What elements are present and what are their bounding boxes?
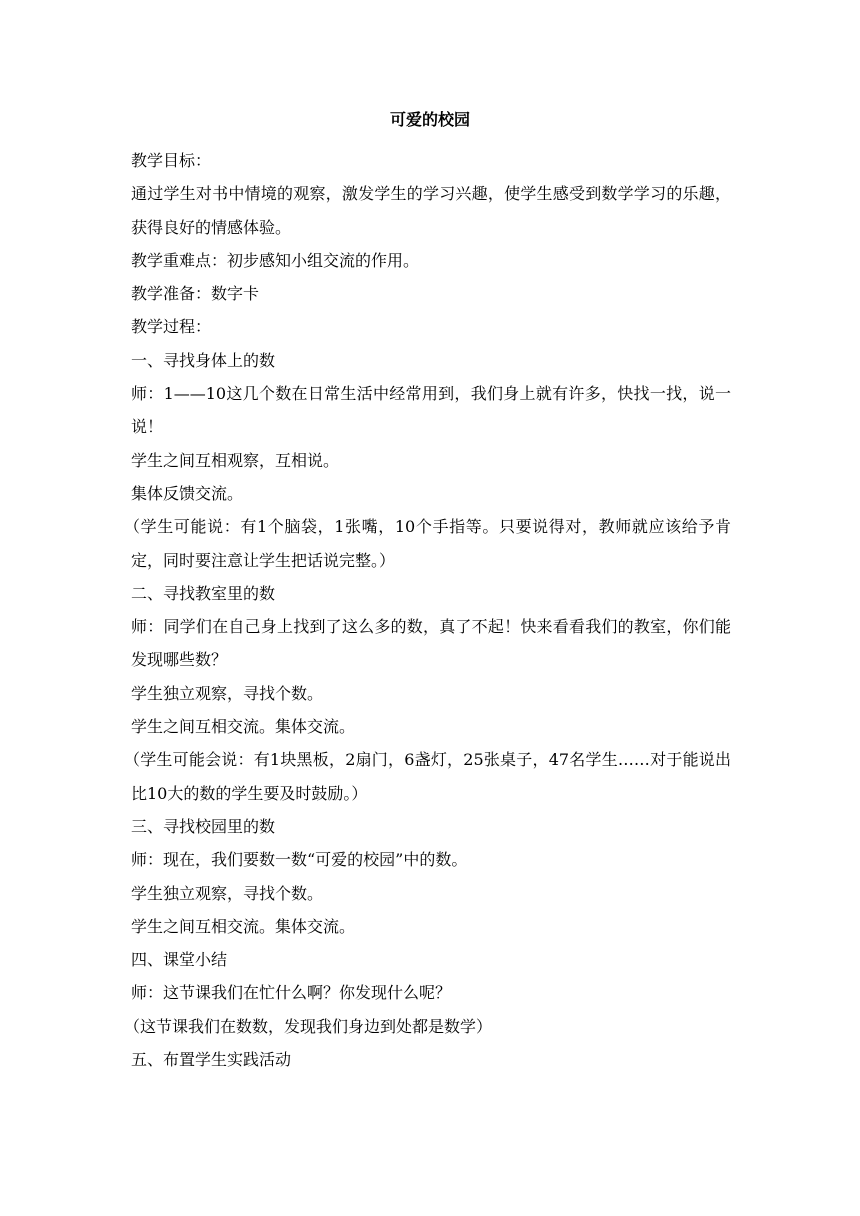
section-heading: 三、寻找校园里的数	[131, 816, 276, 836]
paragraph: 集体反馈交流。	[131, 483, 244, 503]
section-heading: 一、寻找身体上的数	[131, 350, 276, 370]
paragraph: 通过学生对书中情境的观察，激发学生的学习兴趣，使学生感受到数学学习的乐趣，获得良好的情感体验。	[131, 184, 731, 237]
paragraph: 教学过程：	[131, 317, 212, 337]
paragraph: 教学准备：数字卡	[131, 284, 260, 304]
section-heading: 二、寻找教室里的数	[131, 583, 276, 603]
paragraph: 教学重难点：初步感知小组交流的作用。	[131, 250, 420, 270]
paragraph: 学生之间互相交流。集体交流。	[131, 916, 356, 936]
paragraph: （学生可能会说：有1块黑板，2扇门，6盏灯，25张桌子，47名学生……对于能说出比10大的数的学生要及时鼓励。）	[124, 750, 731, 803]
paragraph: 教学目标：	[131, 151, 212, 170]
document-body	[124, 144, 731, 1076]
section-heading: 四、课堂小结	[131, 950, 228, 970]
paragraph: 学生之间互相观察，互相说。	[131, 450, 340, 470]
document-title: 可爱的校园	[389, 110, 470, 129]
paragraph: 师：这节课我们在忙什么啊？你发现什么呢？	[131, 983, 452, 1003]
paragraph: 师：现在，我们要数一数“可爱的校园”中的数。	[131, 850, 468, 870]
paragraph: 学生之间互相交流。集体交流。	[131, 717, 356, 737]
paragraph: （学生可能说：有1个脑袋，1张嘴，10个手指等。只要说得对，教师就应该给予肯定，同时要注意让学生把话说完整。）	[124, 517, 731, 570]
paragraph: 学生独立观察，寻找个数。	[131, 683, 324, 703]
paragraph: 师：1——10这几个数在日常生活中经常用到，我们身上就有许多，快找一找，说一说！	[131, 384, 731, 437]
section-heading: 五、布置学生实践活动	[131, 1050, 292, 1070]
paragraph: 学生独立观察，寻找个数。	[131, 883, 324, 903]
paragraph: 师：同学们在自己身上找到了这么多的数，真了不起！快来看看我们的教室，你们能发现哪些数？	[131, 617, 731, 670]
paragraph: （这节课我们在数数，发现我们身边到处都是数学）	[124, 1016, 493, 1036]
